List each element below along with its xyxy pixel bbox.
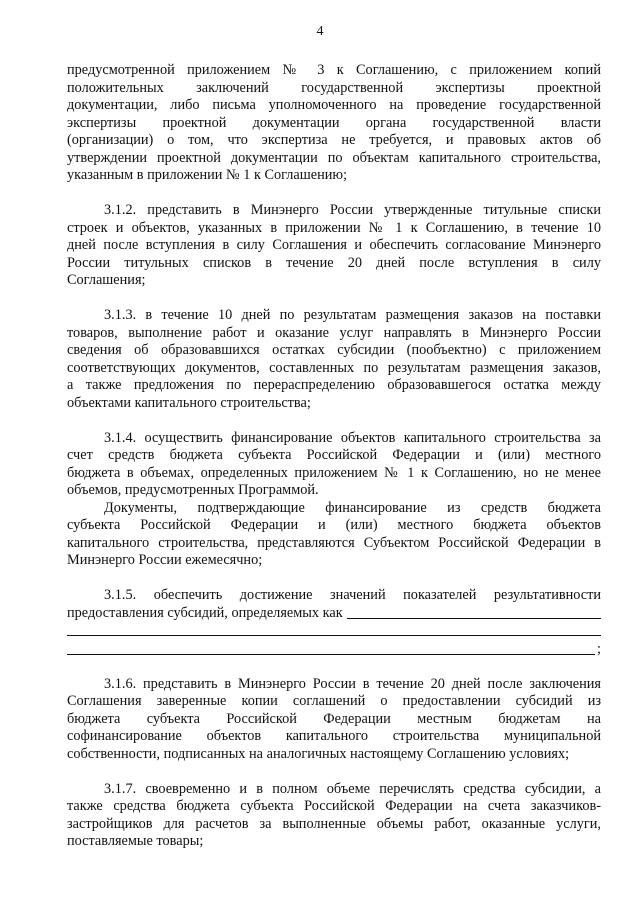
text-line: а также предложения по перераспределению образовавшегося остатка между bbox=[67, 377, 601, 393]
text-line: утверждении проектной документации по объектам капитального строительства, bbox=[67, 149, 601, 166]
text-line: счет средств бюджета субъекта Российской Федерации и (или) местного bbox=[67, 447, 601, 463]
text-line: предусмотренной приложением № 3 к Соглашению, с приложением копий bbox=[67, 62, 601, 78]
text-line: Документы, подтверждающие финансирование из средств бюджета bbox=[104, 499, 601, 516]
blank-fill-line bbox=[67, 641, 595, 655]
text-line: Соглашения; bbox=[67, 272, 146, 288]
text-line: софинансирование объектов капитального строительства муниципальной bbox=[67, 728, 601, 744]
clause-3-1-6 bbox=[67, 676, 601, 764]
page-number: 4 bbox=[316, 24, 324, 39]
text-line: также средства бюджета субъекта Российской Федерации на счета заказчиков- bbox=[67, 798, 601, 814]
blank-line-row bbox=[67, 641, 601, 659]
blank-fill-line bbox=[67, 622, 601, 636]
text-line: объемов, предусмотренных Программой. bbox=[67, 482, 319, 498]
clause-3-1-2 bbox=[67, 202, 601, 290]
text-line: дней после вступления в силу Соглашения и обеспечить согласование Минэнерго bbox=[67, 237, 601, 253]
text-line: 3.1.2. представить в Минэнерго России утвержденные титульные списки bbox=[104, 202, 601, 218]
text-line: собственности, подписанных на аналогичных настоящему Соглашению условиях; bbox=[67, 745, 570, 762]
text-line: объектами капитального строительства; bbox=[67, 394, 311, 411]
text-line: России титульных списков в течение 20 дней после вступления в силу bbox=[67, 254, 601, 271]
text-line: 3.1.6. представить в Минэнерго России в течение 20 дней после заключения bbox=[104, 675, 601, 692]
clause-3-1-7 bbox=[67, 781, 601, 851]
text-line: строек и объектов, указанных в приложении № 1 к Соглашению, в течение 10 bbox=[67, 219, 601, 236]
text-line: документации, либо письма уполномоченного на проведение государственной bbox=[67, 97, 601, 113]
text-line: застройщиков для расчетов за выполненные объемы работ, оказанные услуги, bbox=[67, 815, 601, 832]
text-line: 3.1.4. осуществить финансирование объектов капитального строительства за bbox=[104, 429, 601, 446]
clause-3-1-5 bbox=[67, 587, 601, 658]
paragraph-continuation bbox=[67, 62, 601, 185]
text-line: экспертизы проектной документации органа государственной власти bbox=[67, 114, 601, 131]
blank-fill-line bbox=[347, 605, 601, 619]
text-line: поставляемые товары; bbox=[67, 833, 204, 849]
text-line: 3.1.5. обеспечить достижение значений показателей результативности bbox=[104, 587, 601, 603]
text-line: бюджета субъекта Российской Федерации местным бюджетам на bbox=[67, 710, 601, 727]
text-line: (организации) о том, что экспертиза не требуется, и правовых актов об bbox=[67, 132, 601, 148]
text-line: указанным в приложении № 1 к Соглашению; bbox=[67, 167, 348, 183]
text-line: Соглашения заверенные копии соглашений о предоставлении субсидий из bbox=[67, 693, 601, 709]
text-line: Минэнерго России ежемесячно; bbox=[67, 552, 263, 568]
text-line: капитального строительства, представляются Субъектом Российской Федерации в bbox=[67, 534, 601, 551]
document-body bbox=[67, 62, 601, 851]
clause-3-1-3 bbox=[67, 307, 601, 412]
text-line: сведения об образовавшихся остатках субсидии (пообъектно) с приложением bbox=[67, 342, 601, 358]
text-line: соответствующих документов, составленных по результатам размещения заказов, bbox=[67, 359, 601, 376]
text-line: предоставления субсидий, определяемых как bbox=[67, 604, 343, 621]
text-line: субъекта Российской Федерации и (или) местного бюджета объектов bbox=[67, 517, 601, 533]
blank-line-row bbox=[67, 605, 601, 623]
text-line: бюджета в объемах, определенных приложением № 1 к Соглашению, но не менее bbox=[67, 464, 601, 481]
text-line: положительных заключений государственной экспертизы проектной bbox=[67, 79, 601, 96]
clause-3-1-4 bbox=[67, 430, 601, 570]
text-line: 3.1.7. своевременно и в полном объеме перечислять средства субсидии, а bbox=[104, 780, 601, 797]
text-line: товаров, выполнение работ и оказание услуг направлять в Минэнерго России bbox=[67, 324, 601, 341]
text-line: 3.1.3. в течение 10 дней по результатам размещения заказов на поставки bbox=[104, 307, 601, 323]
text-line: ; bbox=[597, 640, 601, 657]
